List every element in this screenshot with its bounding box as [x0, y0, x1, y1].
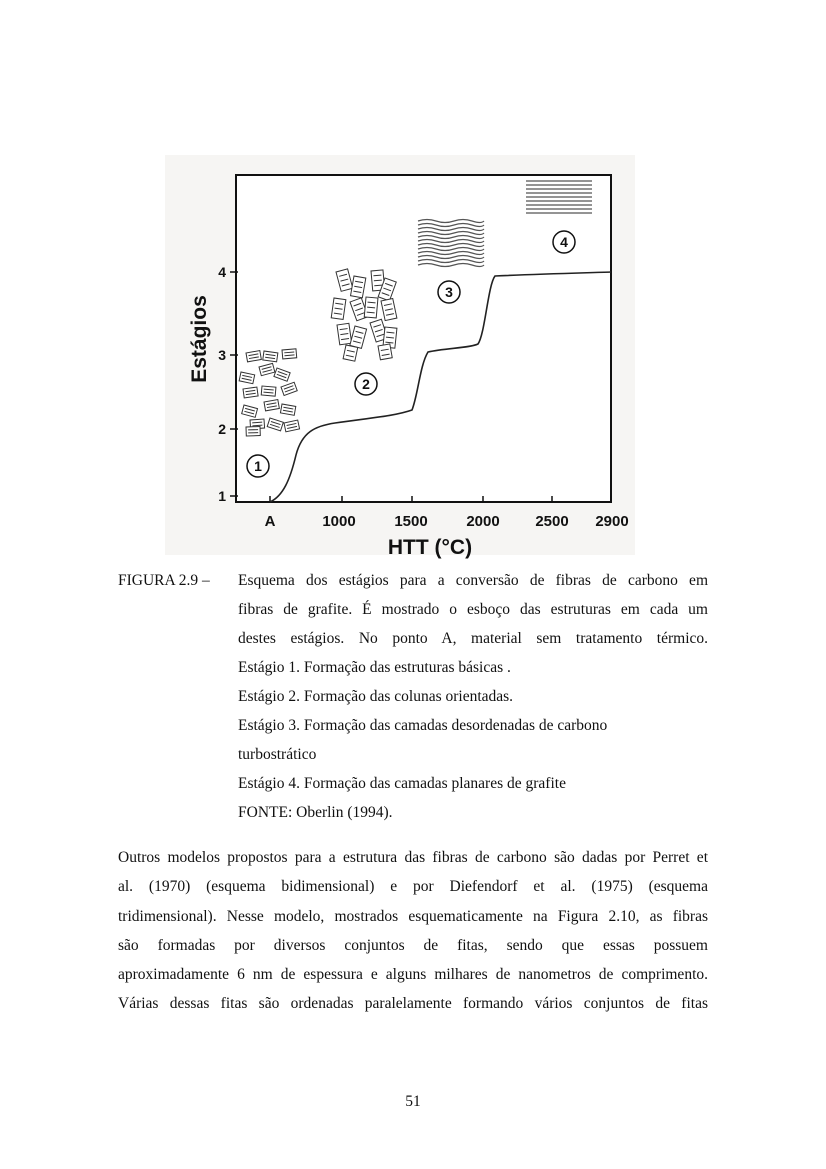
x-tick-label: A	[264, 513, 276, 530]
body-line: aproximadamente 6 nm de espessura e alguns milhares de nanometros de comprimento.	[118, 966, 708, 984]
caption-line: Estágio 4. Formação das camadas planares de grafite	[238, 775, 566, 792]
stage-marker-4-label: 4	[560, 234, 568, 250]
y-tick-label: 1	[218, 488, 226, 504]
caption-line: turbostrático	[238, 746, 317, 763]
y-tick-label: 2	[218, 421, 226, 437]
caption-line: fibras de grafite. É mostrado o esboço das estruturas em cada um	[238, 601, 708, 618]
stage-marker-3-label: 3	[445, 284, 453, 300]
body-line: Várias dessas fitas são ordenadas paralelamente formando vários conjuntos de fitas	[118, 995, 708, 1013]
caption-label: FIGURA 2.9 –	[118, 572, 210, 589]
x-tick-label: 2900	[595, 513, 629, 530]
stage-marker-4	[553, 231, 575, 253]
stages-figure	[0, 0, 826, 560]
body-line: são formadas por diversos conjuntos de fitas, sendo que essas possuem	[118, 936, 708, 954]
y-axis-label: Estágios	[188, 295, 211, 383]
caption-line: destes estágios. No ponto A, material sem tratamento térmico.	[238, 630, 708, 647]
x-tick-label: 1000	[322, 513, 356, 530]
stage-marker-1	[247, 455, 269, 477]
stage-marker-2	[355, 373, 377, 395]
body-line: tridimensional). Nesse modelo, mostrados esquematicamente na Figura 2.10, as fibras	[118, 907, 708, 925]
stage-marker-2-label: 2	[362, 376, 370, 392]
x-tick-label: 1500	[394, 513, 428, 530]
x-tick-label: 2000	[466, 513, 500, 530]
body-line: Outros modelos propostos para a estrutura das fibras de carbono são dadas por Perret et	[118, 849, 708, 866]
caption-line: Esquema dos estágios para a conversão de fibras de carbono em	[238, 572, 708, 589]
body-paragraph	[118, 843, 708, 1019]
body-line: al. (1970) (esquema bidimensional) e por Diefendorf et al. (1975) (esquema	[118, 878, 708, 896]
x-tick-label: 2500	[535, 513, 569, 530]
caption-line: Estágio 3. Formação das camadas desordenadas de carbono	[238, 717, 608, 734]
caption-line: Estágio 1. Formação das estruturas básicas .	[238, 659, 511, 676]
caption-body	[238, 566, 708, 827]
caption-line: FONTE: Oberlin (1994).	[238, 804, 393, 821]
caption-line: Estágio 2. Formação das colunas orientadas.	[238, 688, 514, 705]
stage-marker-1-label: 1	[254, 458, 262, 474]
page-number: 51	[405, 1093, 421, 1110]
y-tick-label: 4	[218, 264, 226, 280]
x-axis-label: HTT (°C)	[387, 536, 473, 559]
stage-marker-3	[438, 281, 460, 303]
y-tick-label: 3	[218, 347, 226, 363]
